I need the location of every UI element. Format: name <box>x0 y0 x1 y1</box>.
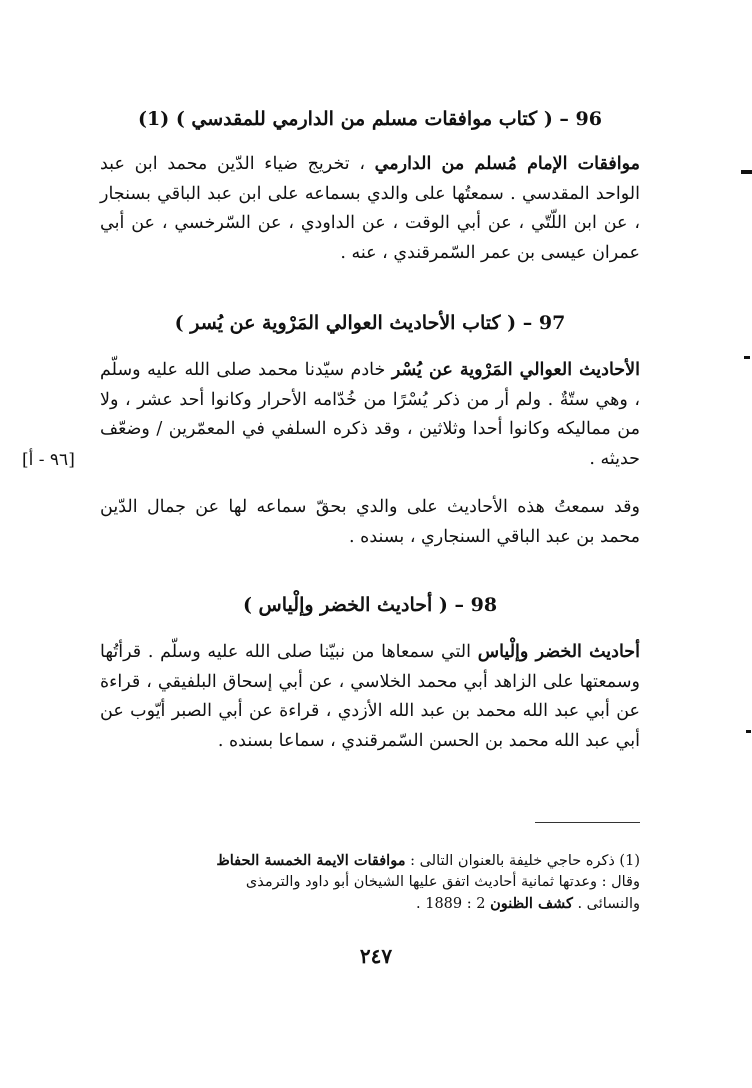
footnote-title: موافقات الايمة الخمسة الحفاظ <box>216 852 406 869</box>
section-98-lead-title: أحاديث الخضر وإلْياس <box>477 642 640 662</box>
footnote <box>100 850 640 915</box>
margin-scan-mark <box>744 356 750 359</box>
section-96-body-text: ، تخريج ضياء الدّين محمد ابن عبد الواحد المقدسي . سمعتُها على والدي بسماعه على ابن عبد الباقي بسنجار ، عن ابن اللّتّي ، عن أبي الوقت ، عن الداودي ، عن السّرخسي ، عن أبي عمران عيسى بن عمر السّمرقندي ، عنه . <box>100 154 640 263</box>
footnote-separator <box>535 822 640 823</box>
section-97-second-text: وقد سمعتُ هذه الأحاديث على والدي بحقّ سماعه لها عن جمال الدّين محمد بن عبد الباقي السنجاري ، بسنده . <box>100 497 640 547</box>
section-97-heading: 97 – ( كتاب الأحاديث العوالي المَرْوية عن يُسر ) <box>174 312 566 334</box>
section-96-heading: 96 – ( كتاب موافقات مسلم من الدارمي للمقدسي ) (1) <box>137 108 602 130</box>
section-96-paragraph <box>100 150 640 268</box>
page-number: ٢٤٧ <box>359 944 393 968</box>
footnote-line-3: والنسائى . <box>577 896 640 912</box>
manuscript-folio-reference: [٩٦ - أ] <box>22 450 75 470</box>
footnote-intro: ذكره حاجي خليفة بالعنوان التالى : <box>410 853 615 869</box>
section-98-paragraph <box>100 638 640 756</box>
section-98-body-text: التي سمعاها من نبيّنا صلى الله عليه وسلّم . قرأتُها وسمعتها على الزاهد أبي محمد الخلاسي ، عن أبي إسحاق البلفيقي ، قراءة عن أبي عبد الله محمد بن عبد الله الأزدي ، قراءة عن أبي الصبر أيّوب عن أبي عبد الله محمد بن الحسن السّمرقندي ، سماعا بسنده . <box>100 642 640 751</box>
footnote-line-2: وقال : وعدتها ثمانية أحاديث اتفق عليها الشيخان أبو داود والترمذى <box>245 874 640 890</box>
section-98-heading: 98 – ( أحاديث الخضر وإلْياس ) <box>242 594 498 616</box>
section-97-body-text: خادم سيّدنا محمد صلى الله عليه وسلّم ، وهي ستّةٌ . ولم أر من ذكر يُسْرًا من خُدّامه الأحرار وكانوا أحد عشر ، ولا من مماليكه وكانوا أحدا وثلاثين ، وقد ذكره السلفي في المعمّرين / وضعّف حديثه . <box>100 360 640 469</box>
margin-scan-mark <box>741 170 752 174</box>
section-97-paragraph <box>100 356 640 474</box>
footnote-marker: (1) <box>619 853 640 869</box>
section-96-lead-title: موافقات الإمام مُسلم من الدارمي <box>374 154 640 174</box>
section-97-lead-title: الأحاديث العوالي المَرْوية عن يُسْر <box>391 360 640 380</box>
section-97-second-paragraph <box>100 493 640 552</box>
margin-scan-mark <box>746 730 751 733</box>
footnote-source-ref: 2 : 1889 . <box>416 896 486 912</box>
footnote-source: كشف الظنون <box>490 895 573 912</box>
